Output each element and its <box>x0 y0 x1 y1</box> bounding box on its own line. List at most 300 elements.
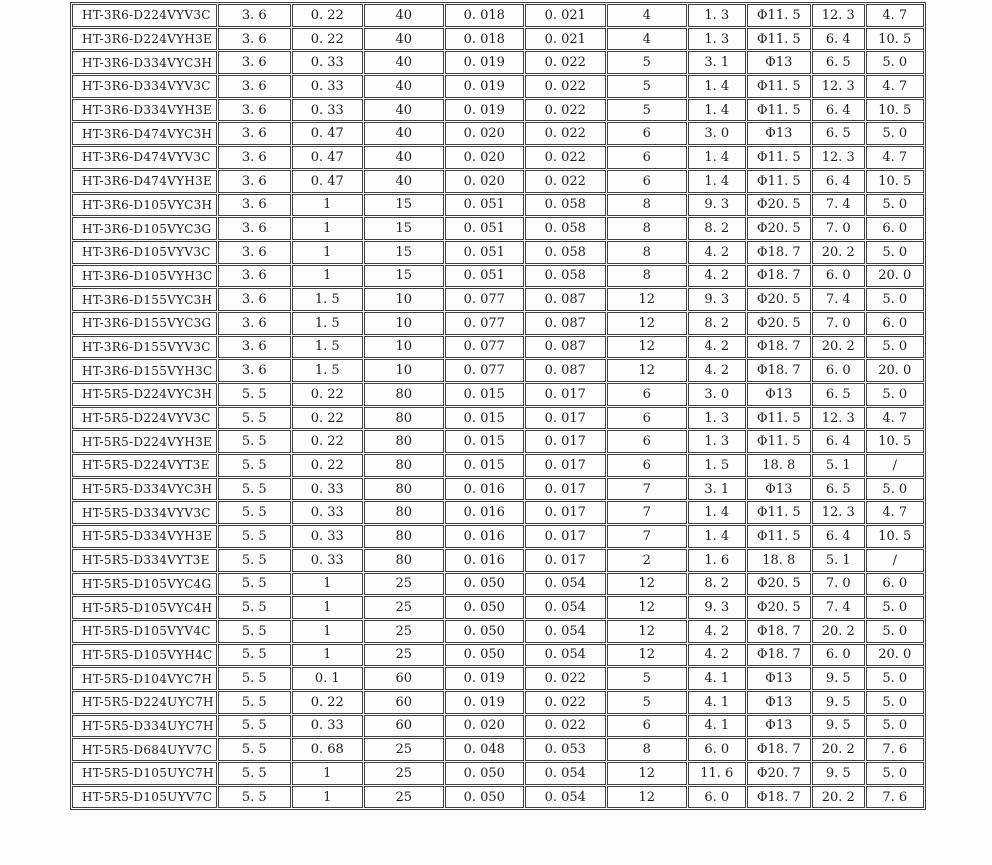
value-cell: 12 <box>607 336 687 359</box>
value-cell: 3. 6 <box>218 217 291 240</box>
value-cell: 80 <box>364 383 444 406</box>
model-cell: HT-3R6-D155VYC3G <box>72 312 217 335</box>
value-cell: 6. 0 <box>866 217 924 240</box>
value-cell: 12. 3 <box>812 407 865 430</box>
value-cell: 0. 1 <box>292 667 363 690</box>
value-cell: 12 <box>607 359 687 382</box>
value-cell: 5. 5 <box>218 786 291 809</box>
value-cell: 0. 077 <box>445 288 524 311</box>
value-cell: 7. 0 <box>812 217 865 240</box>
value-cell: 10 <box>364 312 444 335</box>
value-cell: 0. 22 <box>292 430 363 453</box>
value-cell: 0. 022 <box>525 75 606 98</box>
value-cell: 5. 0 <box>866 288 924 311</box>
value-cell: 4. 1 <box>688 691 746 714</box>
value-cell: 0. 051 <box>445 194 524 217</box>
value-cell: 2 <box>607 549 687 572</box>
value-cell: 1. 5 <box>292 336 363 359</box>
model-cell: HT-3R6-D474VYH3E <box>72 170 217 193</box>
value-cell: 0. 020 <box>445 715 524 738</box>
model-cell: HT-3R6-D155VYC3H <box>72 288 217 311</box>
table-row <box>72 501 924 524</box>
value-cell: Φ11. 5 <box>747 170 811 193</box>
table-row <box>72 549 924 572</box>
value-cell: 0. 017 <box>525 454 606 477</box>
value-cell: 5. 5 <box>218 407 291 430</box>
value-cell: 80 <box>364 430 444 453</box>
value-cell: Φ11. 5 <box>747 430 811 453</box>
value-cell: 1 <box>292 241 363 264</box>
value-cell: 5. 5 <box>218 501 291 524</box>
value-cell: 0. 015 <box>445 430 524 453</box>
value-cell: 20. 2 <box>812 738 865 761</box>
value-cell: 0. 054 <box>525 596 606 619</box>
value-cell: 1. 3 <box>688 430 746 453</box>
value-cell: 8 <box>607 265 687 288</box>
value-cell: 1. 3 <box>688 407 746 430</box>
model-cell: HT-3R6-D474VYC3H <box>72 122 217 145</box>
value-cell: Φ11. 5 <box>747 4 811 27</box>
value-cell: 4. 1 <box>688 667 746 690</box>
table-row <box>72 217 924 240</box>
value-cell: 18. 8 <box>747 549 811 572</box>
value-cell: 0. 054 <box>525 573 606 596</box>
value-cell: Φ13 <box>747 715 811 738</box>
value-cell: 0. 016 <box>445 501 524 524</box>
value-cell: 8 <box>607 241 687 264</box>
value-cell: 5. 5 <box>218 738 291 761</box>
model-cell: HT-5R5-D105VYC4H <box>72 596 217 619</box>
value-cell: 9. 3 <box>688 288 746 311</box>
value-cell: 12. 3 <box>812 4 865 27</box>
value-cell: 3. 6 <box>218 194 291 217</box>
value-cell: 3. 6 <box>218 170 291 193</box>
value-cell: 20. 2 <box>812 786 865 809</box>
table-row <box>72 525 924 548</box>
value-cell: 0. 058 <box>525 241 606 264</box>
value-cell: 4. 7 <box>866 146 924 169</box>
value-cell: Φ20. 5 <box>747 312 811 335</box>
value-cell: 20. 0 <box>866 644 924 667</box>
table-row <box>72 478 924 501</box>
value-cell: 0. 47 <box>292 146 363 169</box>
value-cell: 3. 6 <box>218 265 291 288</box>
value-cell: 9. 3 <box>688 596 746 619</box>
value-cell: 0. 077 <box>445 359 524 382</box>
value-cell: 25 <box>364 738 444 761</box>
value-cell: 5. 5 <box>218 549 291 572</box>
value-cell: 80 <box>364 478 444 501</box>
value-cell: 0. 015 <box>445 407 524 430</box>
value-cell: 40 <box>364 51 444 74</box>
value-cell: 0. 022 <box>525 170 606 193</box>
value-cell: 12. 3 <box>812 75 865 98</box>
value-cell: 4. 2 <box>688 359 746 382</box>
model-cell: HT-3R6-D474VYV3C <box>72 146 217 169</box>
table-row <box>72 4 924 27</box>
value-cell: 8 <box>607 194 687 217</box>
value-cell: 0. 022 <box>525 146 606 169</box>
value-cell: Φ11. 5 <box>747 75 811 98</box>
value-cell: 80 <box>364 501 444 524</box>
value-cell: 9. 5 <box>812 715 865 738</box>
value-cell: 1. 5 <box>292 359 363 382</box>
model-cell: HT-5R5-D334UYC7H <box>72 715 217 738</box>
value-cell: 1. 6 <box>688 549 746 572</box>
value-cell: 0. 017 <box>525 549 606 572</box>
value-cell: 9. 5 <box>812 691 865 714</box>
value-cell: 4. 7 <box>866 4 924 27</box>
value-cell: 0. 019 <box>445 51 524 74</box>
model-cell: HT-5R5-D224UYC7H <box>72 691 217 714</box>
value-cell: 7. 0 <box>812 573 865 596</box>
value-cell: 15 <box>364 217 444 240</box>
value-cell: 0. 017 <box>525 430 606 453</box>
value-cell: 20. 0 <box>866 265 924 288</box>
table-row <box>72 786 924 809</box>
value-cell: 15 <box>364 241 444 264</box>
value-cell: 6. 0 <box>866 573 924 596</box>
table-row <box>72 265 924 288</box>
table-row <box>72 691 924 714</box>
value-cell: 0. 054 <box>525 762 606 785</box>
table-row <box>72 715 924 738</box>
value-cell: 10. 5 <box>866 430 924 453</box>
value-cell: Φ11. 5 <box>747 146 811 169</box>
value-cell: 1 <box>292 265 363 288</box>
value-cell: 5. 5 <box>218 454 291 477</box>
model-cell: HT-5R5-D224VYH3E <box>72 430 217 453</box>
table-row <box>72 573 924 596</box>
value-cell: 10. 5 <box>866 99 924 122</box>
value-cell: Φ18. 7 <box>747 241 811 264</box>
model-cell: HT-5R5-D224VYV3C <box>72 407 217 430</box>
value-cell: 5. 0 <box>866 762 924 785</box>
value-cell: 0. 020 <box>445 122 524 145</box>
value-cell: 7. 0 <box>812 312 865 335</box>
table-row <box>72 359 924 382</box>
value-cell: 12 <box>607 762 687 785</box>
value-cell: 0. 022 <box>525 667 606 690</box>
value-cell: 5 <box>607 75 687 98</box>
value-cell: 0. 087 <box>525 359 606 382</box>
value-cell: 1. 4 <box>688 99 746 122</box>
value-cell: 40 <box>364 28 444 51</box>
value-cell: 10. 5 <box>866 170 924 193</box>
value-cell: 0. 021 <box>525 4 606 27</box>
model-cell: HT-3R6-D224VYV3C <box>72 4 217 27</box>
value-cell: 3. 6 <box>218 4 291 27</box>
model-cell: HT-5R5-D684UYV7C <box>72 738 217 761</box>
value-cell: Φ20. 7 <box>747 762 811 785</box>
value-cell: 0. 051 <box>445 241 524 264</box>
value-cell: 0. 019 <box>445 75 524 98</box>
value-cell: 0. 22 <box>292 383 363 406</box>
value-cell: 0. 019 <box>445 99 524 122</box>
value-cell: Φ13 <box>747 478 811 501</box>
value-cell: 7 <box>607 501 687 524</box>
value-cell: 9. 5 <box>812 667 865 690</box>
value-cell: 5. 0 <box>866 336 924 359</box>
value-cell: 0. 22 <box>292 4 363 27</box>
value-cell: 0. 054 <box>525 644 606 667</box>
model-cell: HT-3R6-D334VYV3C <box>72 75 217 98</box>
value-cell: 25 <box>364 644 444 667</box>
value-cell: 6 <box>607 454 687 477</box>
value-cell: 6. 5 <box>812 478 865 501</box>
value-cell: 0. 33 <box>292 549 363 572</box>
value-cell: 0. 016 <box>445 549 524 572</box>
value-cell: 40 <box>364 146 444 169</box>
value-cell: 3. 6 <box>218 288 291 311</box>
value-cell: 10 <box>364 288 444 311</box>
value-cell: 1 <box>292 573 363 596</box>
value-cell: 80 <box>364 549 444 572</box>
value-cell: 0. 016 <box>445 525 524 548</box>
value-cell: 6. 5 <box>812 383 865 406</box>
value-cell: 5. 5 <box>218 430 291 453</box>
model-cell: HT-3R6-D155VYV3C <box>72 336 217 359</box>
model-cell: HT-5R5-D334VYV3C <box>72 501 217 524</box>
value-cell: 0. 33 <box>292 715 363 738</box>
value-cell: 0. 050 <box>445 786 524 809</box>
value-cell: 6. 0 <box>812 359 865 382</box>
value-cell: 0. 017 <box>525 501 606 524</box>
value-cell: 60 <box>364 715 444 738</box>
value-cell: 3. 6 <box>218 146 291 169</box>
value-cell: 0. 017 <box>525 407 606 430</box>
value-cell: 8. 2 <box>688 573 746 596</box>
table-row <box>72 738 924 761</box>
table-row <box>72 644 924 667</box>
table-row <box>72 667 924 690</box>
value-cell: 6 <box>607 146 687 169</box>
value-cell: 5. 0 <box>866 596 924 619</box>
value-cell: 1. 5 <box>688 454 746 477</box>
value-cell: 0. 015 <box>445 383 524 406</box>
value-cell: 18. 8 <box>747 454 811 477</box>
value-cell: 5. 0 <box>866 122 924 145</box>
value-cell: 1. 4 <box>688 146 746 169</box>
value-cell: 5 <box>607 99 687 122</box>
value-cell: 0. 017 <box>525 383 606 406</box>
value-cell: 1 <box>292 217 363 240</box>
value-cell: 40 <box>364 99 444 122</box>
value-cell: 8 <box>607 217 687 240</box>
table-row <box>72 99 924 122</box>
value-cell: 3. 6 <box>218 28 291 51</box>
value-cell: 4 <box>607 28 687 51</box>
value-cell: 0. 016 <box>445 478 524 501</box>
value-cell: 6. 5 <box>812 122 865 145</box>
value-cell: 7. 6 <box>866 786 924 809</box>
table-row <box>72 407 924 430</box>
value-cell: 7. 4 <box>812 194 865 217</box>
value-cell: 3. 0 <box>688 383 746 406</box>
value-cell: Φ18. 7 <box>747 644 811 667</box>
value-cell: 40 <box>364 4 444 27</box>
value-cell: 7 <box>607 478 687 501</box>
table-row <box>72 146 924 169</box>
value-cell: 20. 0 <box>866 359 924 382</box>
table-row <box>72 454 924 477</box>
value-cell: 0. 22 <box>292 691 363 714</box>
value-cell: Φ18. 7 <box>747 265 811 288</box>
value-cell: 0. 022 <box>525 715 606 738</box>
value-cell: 0. 68 <box>292 738 363 761</box>
value-cell: 7. 4 <box>812 288 865 311</box>
value-cell: Φ13 <box>747 51 811 74</box>
value-cell: 12. 3 <box>812 501 865 524</box>
value-cell: Φ11. 5 <box>747 28 811 51</box>
value-cell: 6. 0 <box>812 644 865 667</box>
value-cell: 5. 0 <box>866 194 924 217</box>
value-cell: 0. 048 <box>445 738 524 761</box>
value-cell: 5. 1 <box>812 549 865 572</box>
model-cell: HT-5R5-D334VYC3H <box>72 478 217 501</box>
table-row <box>72 620 924 643</box>
table-row <box>72 288 924 311</box>
value-cell: 8. 2 <box>688 312 746 335</box>
value-cell: Φ11. 5 <box>747 501 811 524</box>
value-cell: 0. 058 <box>525 265 606 288</box>
value-cell: 5. 1 <box>812 454 865 477</box>
value-cell: 0. 33 <box>292 51 363 74</box>
value-cell: 0. 017 <box>525 478 606 501</box>
value-cell: 4. 2 <box>688 241 746 264</box>
value-cell: 3. 6 <box>218 312 291 335</box>
model-cell: HT-5R5-D105VYV4C <box>72 620 217 643</box>
value-cell: 12 <box>607 596 687 619</box>
value-cell: Φ11. 5 <box>747 525 811 548</box>
value-cell: / <box>866 549 924 572</box>
value-cell: 3. 1 <box>688 51 746 74</box>
value-cell: 1 <box>292 644 363 667</box>
table-row <box>72 762 924 785</box>
value-cell: 10. 5 <box>866 525 924 548</box>
value-cell: 40 <box>364 122 444 145</box>
value-cell: 15 <box>364 194 444 217</box>
value-cell: 0. 087 <box>525 336 606 359</box>
table-row <box>72 122 924 145</box>
value-cell: 1 <box>292 786 363 809</box>
value-cell: 4 <box>607 4 687 27</box>
value-cell: Φ18. 7 <box>747 786 811 809</box>
value-cell: 0. 47 <box>292 122 363 145</box>
table-row <box>72 241 924 264</box>
model-cell: HT-3R6-D224VYH3E <box>72 28 217 51</box>
value-cell: 6 <box>607 170 687 193</box>
value-cell: 7. 4 <box>812 596 865 619</box>
value-cell: / <box>866 454 924 477</box>
table-row <box>72 28 924 51</box>
value-cell: 0. 020 <box>445 146 524 169</box>
table-row <box>72 170 924 193</box>
value-cell: 80 <box>364 454 444 477</box>
model-cell: HT-5R5-D334VYH3E <box>72 525 217 548</box>
value-cell: 0. 22 <box>292 407 363 430</box>
value-cell: 5. 5 <box>218 525 291 548</box>
spec-table-body <box>72 4 924 808</box>
value-cell: 0. 33 <box>292 501 363 524</box>
value-cell: 1. 3 <box>688 4 746 27</box>
value-cell: 6. 0 <box>688 786 746 809</box>
model-cell: HT-3R6-D155VYH3C <box>72 359 217 382</box>
value-cell: 6 <box>607 430 687 453</box>
value-cell: 4. 7 <box>866 407 924 430</box>
value-cell: 0. 050 <box>445 620 524 643</box>
value-cell: Φ13 <box>747 122 811 145</box>
value-cell: 10 <box>364 359 444 382</box>
value-cell: 0. 054 <box>525 620 606 643</box>
value-cell: Φ13 <box>747 383 811 406</box>
value-cell: 0. 050 <box>445 573 524 596</box>
value-cell: 0. 33 <box>292 525 363 548</box>
model-cell: HT-5R5-D105UYV7C <box>72 786 217 809</box>
value-cell: 1. 5 <box>292 312 363 335</box>
value-cell: 9. 5 <box>812 762 865 785</box>
value-cell: 6. 0 <box>812 265 865 288</box>
model-cell: HT-3R6-D105VYC3H <box>72 194 217 217</box>
value-cell: 4. 1 <box>688 715 746 738</box>
model-cell: HT-5R5-D104VYC7H <box>72 667 217 690</box>
table-row <box>72 336 924 359</box>
value-cell: 0. 058 <box>525 194 606 217</box>
value-cell: 1. 3 <box>688 28 746 51</box>
model-cell: HT-3R6-D334VYC3H <box>72 51 217 74</box>
value-cell: 1 <box>292 762 363 785</box>
value-cell: 7 <box>607 525 687 548</box>
value-cell: 60 <box>364 691 444 714</box>
value-cell: 0. 022 <box>525 51 606 74</box>
value-cell: 5 <box>607 691 687 714</box>
value-cell: 6 <box>607 715 687 738</box>
value-cell: 0. 018 <box>445 4 524 27</box>
value-cell: Φ18. 7 <box>747 738 811 761</box>
value-cell: Φ18. 7 <box>747 359 811 382</box>
value-cell: 5. 0 <box>866 691 924 714</box>
model-cell: HT-5R5-D224VYT3E <box>72 454 217 477</box>
table-row <box>72 383 924 406</box>
value-cell: 8. 2 <box>688 217 746 240</box>
value-cell: Φ20. 5 <box>747 596 811 619</box>
value-cell: 4. 2 <box>688 265 746 288</box>
value-cell: 40 <box>364 75 444 98</box>
table-row <box>72 51 924 74</box>
value-cell: 12 <box>607 620 687 643</box>
table-row <box>72 75 924 98</box>
value-cell: 12 <box>607 786 687 809</box>
value-cell: 0. 015 <box>445 454 524 477</box>
value-cell: 0. 022 <box>525 99 606 122</box>
value-cell: 3. 6 <box>218 51 291 74</box>
value-cell: 5. 5 <box>218 478 291 501</box>
value-cell: 1. 4 <box>688 170 746 193</box>
value-cell: 8 <box>607 738 687 761</box>
value-cell: 0. 050 <box>445 596 524 619</box>
value-cell: 5. 5 <box>218 620 291 643</box>
value-cell: Φ11. 5 <box>747 407 811 430</box>
value-cell: 0. 33 <box>292 99 363 122</box>
value-cell: 6. 0 <box>688 738 746 761</box>
table-row <box>72 312 924 335</box>
value-cell: 25 <box>364 786 444 809</box>
value-cell: 3. 6 <box>218 336 291 359</box>
value-cell: 5. 0 <box>866 241 924 264</box>
value-cell: Φ20. 5 <box>747 288 811 311</box>
value-cell: 1. 4 <box>688 501 746 524</box>
value-cell: 3. 6 <box>218 241 291 264</box>
